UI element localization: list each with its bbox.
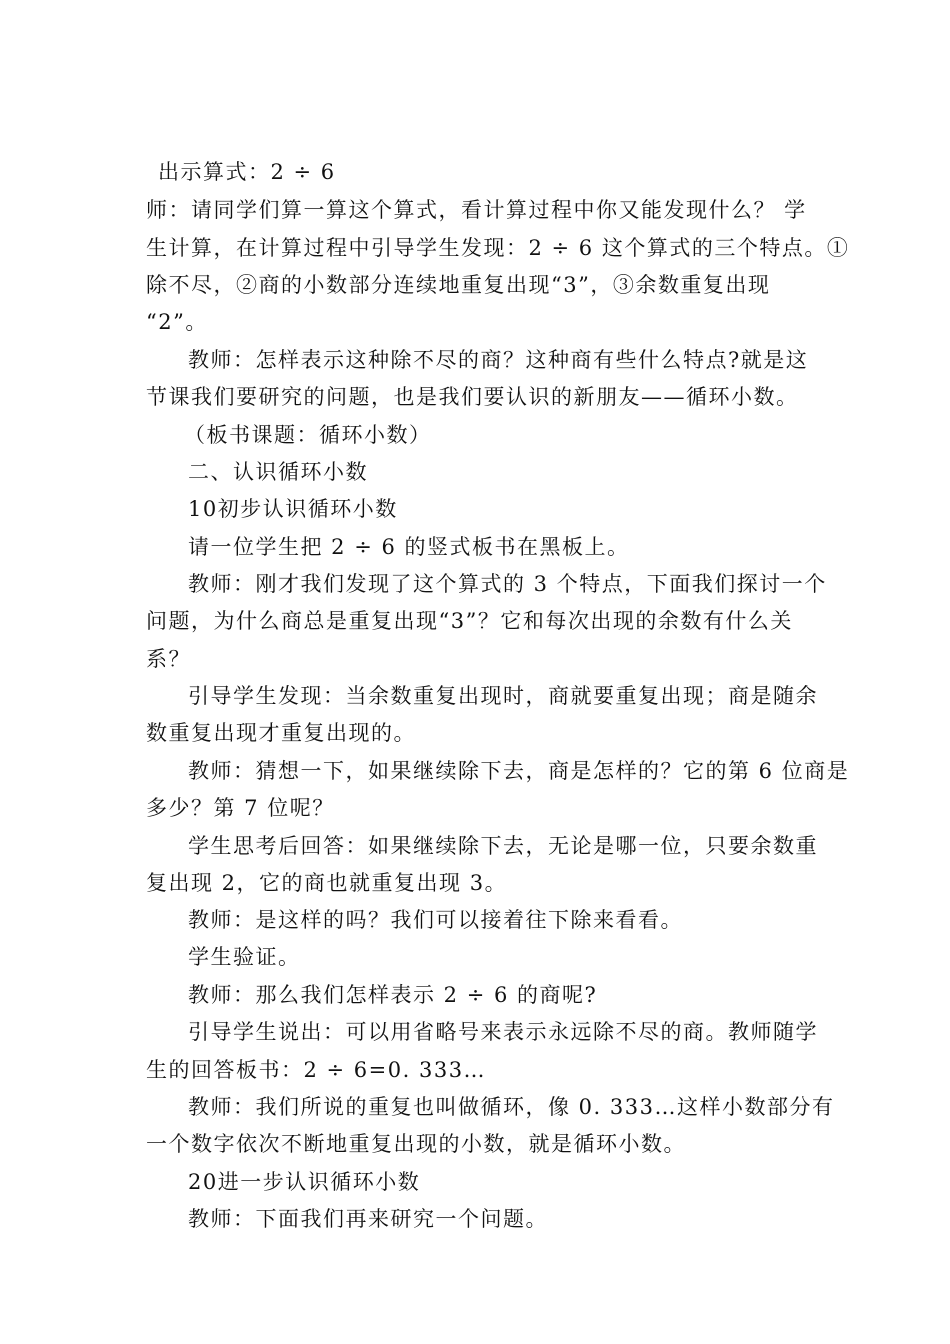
subsection-heading: 20进一步认识循环小数: [188, 1170, 421, 1194]
text-line: 节课我们要研究的问题，也是我们要认识的新朋友——循环小数。: [146, 385, 799, 409]
text-line: 引导学生说出：可以用省略号来表示永远除不尽的商。教师随学: [188, 1020, 818, 1044]
text-line: 一个数字依次不断地重复出现的小数，就是循环小数。: [146, 1132, 686, 1156]
text-line: 教师：那么我们怎样表示 2 ÷ 6 的商呢?: [188, 983, 598, 1007]
text-line: 教师：刚才我们发现了这个算式的 3 个特点，下面我们探讨一个: [188, 572, 827, 596]
text-line: “2”。: [146, 310, 208, 334]
text-line: 学生验证。: [188, 945, 301, 969]
text-line: 系？: [146, 647, 191, 671]
text-line: 教师：我们所说的重复也叫做循环，像 0. 333…这样小数部分有: [188, 1095, 835, 1119]
text-line: 请一位学生把 2 ÷ 6 的竖式板书在黑板上。: [188, 535, 630, 559]
section-heading: 二、认识循环小数: [188, 460, 368, 484]
text-line: 生计算，在计算过程中引导学生发现：2 ÷ 6 这个算式的三个特点。①: [146, 236, 850, 260]
text-line: （板书课题：循环小数）: [184, 423, 432, 447]
text-line: 生的回答板书：2 ÷ 6=0. 333…: [146, 1058, 487, 1082]
text-line: 教师：怎样表示这种除不尽的商？这种商有些什么特点?就是这: [188, 348, 809, 372]
text-line: 师：请同学们算一算这个算式，看计算过程中你又能发现什么？ 学: [146, 198, 807, 222]
text-line: 学生思考后回答：如果继续除下去，无论是哪一位，只要余数重: [188, 834, 818, 858]
subsection-heading: 10初步认识循环小数: [188, 497, 398, 521]
text-line: 教师：猜想一下，如果继续除下去，商是怎样的？它的第 6 位商是: [188, 759, 850, 783]
text-line: 教师：下面我们再来研究一个问题。: [188, 1207, 548, 1231]
text-line: 问题，为什么商总是重复出现“3”？它和每次出现的余数有什么关: [146, 609, 793, 633]
text-line: 出示算式：2 ÷ 6: [158, 160, 336, 184]
text-line: 除不尽，②商的小数部分连续地重复出现“3”，③余数重复出现: [146, 273, 771, 297]
text-line: 数重复出现才重复出现的。: [146, 721, 416, 745]
text-line: 多少？第 7 位呢？: [146, 796, 335, 820]
text-line: 引导学生发现：当余数重复出现时，商就要重复出现；商是随余: [188, 684, 818, 708]
text-line: 复出现 2，它的商也就重复出现 3。: [146, 871, 508, 895]
text-line: 教师：是这样的吗？我们可以接着往下除来看看。: [188, 908, 683, 932]
